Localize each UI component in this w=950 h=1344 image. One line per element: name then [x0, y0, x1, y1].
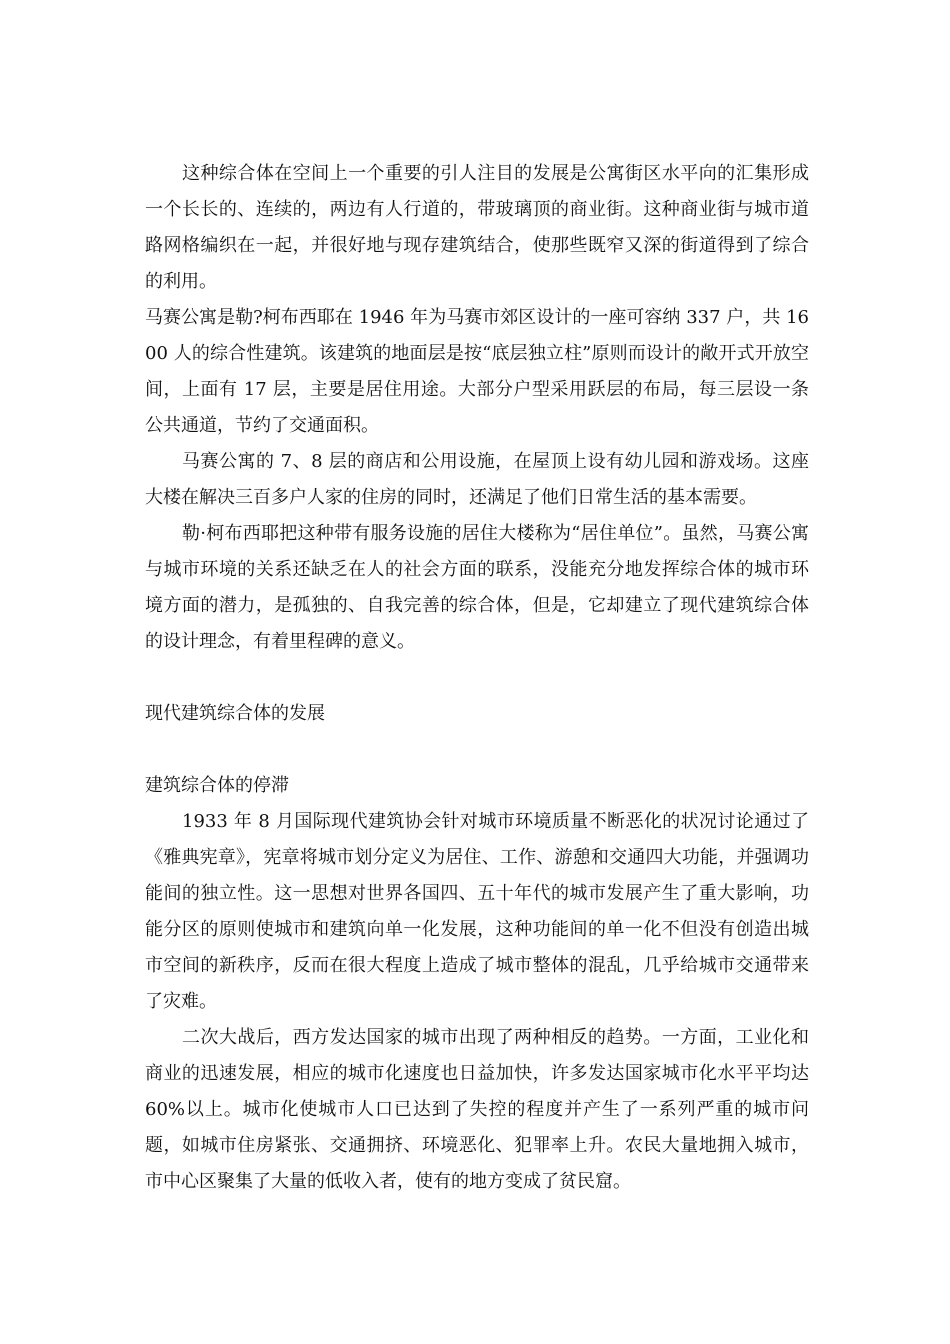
section-heading-modern-development: 现代建筑综合体的发展: [145, 703, 325, 724]
paragraph-marseille-unite: 马赛公寓是勒?柯布西耶在 1946 年为马赛市郊区设计的一座可容纳 337 户，共 1600 人的综合性建筑。该建筑的地面层是按“底层独立柱”原则而设计的敞开式开放空间，上面有 17 层，主要是居住用途。大部分户型采用跃层的布局，每三层设一条公共通道，节约了交通面积。: [145, 307, 809, 436]
paragraph-marseille-facilities: 马赛公寓的 7、8 层的商店和公用设施，在屋顶上设有幼儿园和游戏场。这座大楼在解决三百多户人家的住房的同时，还满足了他们日常生活的基本需要。: [145, 451, 809, 508]
document-page: [145, 156, 809, 1200]
paragraph-commercial-street: 这种综合体在空间上一个重要的引人注目的发展是公寓街区水平向的汇集形成一个长长的、连续的，两边有人行道的，带玻璃顶的商业街。这种商业街与城市道路网格编织在一起，并很好地与现存建筑结合，使那些既窄又深的街道得到了综合的利用。: [145, 163, 809, 292]
paragraph-postwar-trends: 二次大战后，西方发达国家的城市出现了两种相反的趋势。一方面，工业化和商业的迅速发展，相应的城市化速度也日益加快，许多发达国家城市化水平平均达 60%以上。城市化使城市人口已达到了失控的程度并产生了一系列严重的城市问题，如城市住房紧张、交通拥挤、环境恶化、犯罪率上升。农民大量地拥入城市，市中心区聚集了大量的低收入者，使有的地方变成了贫民窟。: [145, 1027, 809, 1192]
paragraph-living-unit: 勒·柯布西耶把这种带有服务设施的居住大楼称为“居住单位”。虽然，马赛公寓与城市环境的关系还缺乏在人的社会方面的联系，没能充分地发挥综合体的城市环境方面的潜力，是孤独的、自我完善的综合体，但是，它却建立了现代建筑综合体的设计理念，有着里程碑的意义。: [145, 523, 809, 652]
subsection-heading-stagnation: 建筑综合体的停滞: [145, 775, 289, 796]
paragraph-athens-charter: 1933 年 8 月国际现代建筑协会针对城市环境质量不断恶化的状况讨论通过了《雅典宪章》，宪章将城市划分定义为居住、工作、游憩和交通四大功能，并强调功能间的独立性。这一思想对世界各国四、五十年代的城市发展产生了重大影响，功能分区的原则使城市和建筑向单一化发展，这种功能间的单一化不但没有创造出城市空间的新秩序，反而在很大程度上造成了城市整体的混乱，几乎给城市交通带来了灾难。: [145, 811, 809, 1012]
